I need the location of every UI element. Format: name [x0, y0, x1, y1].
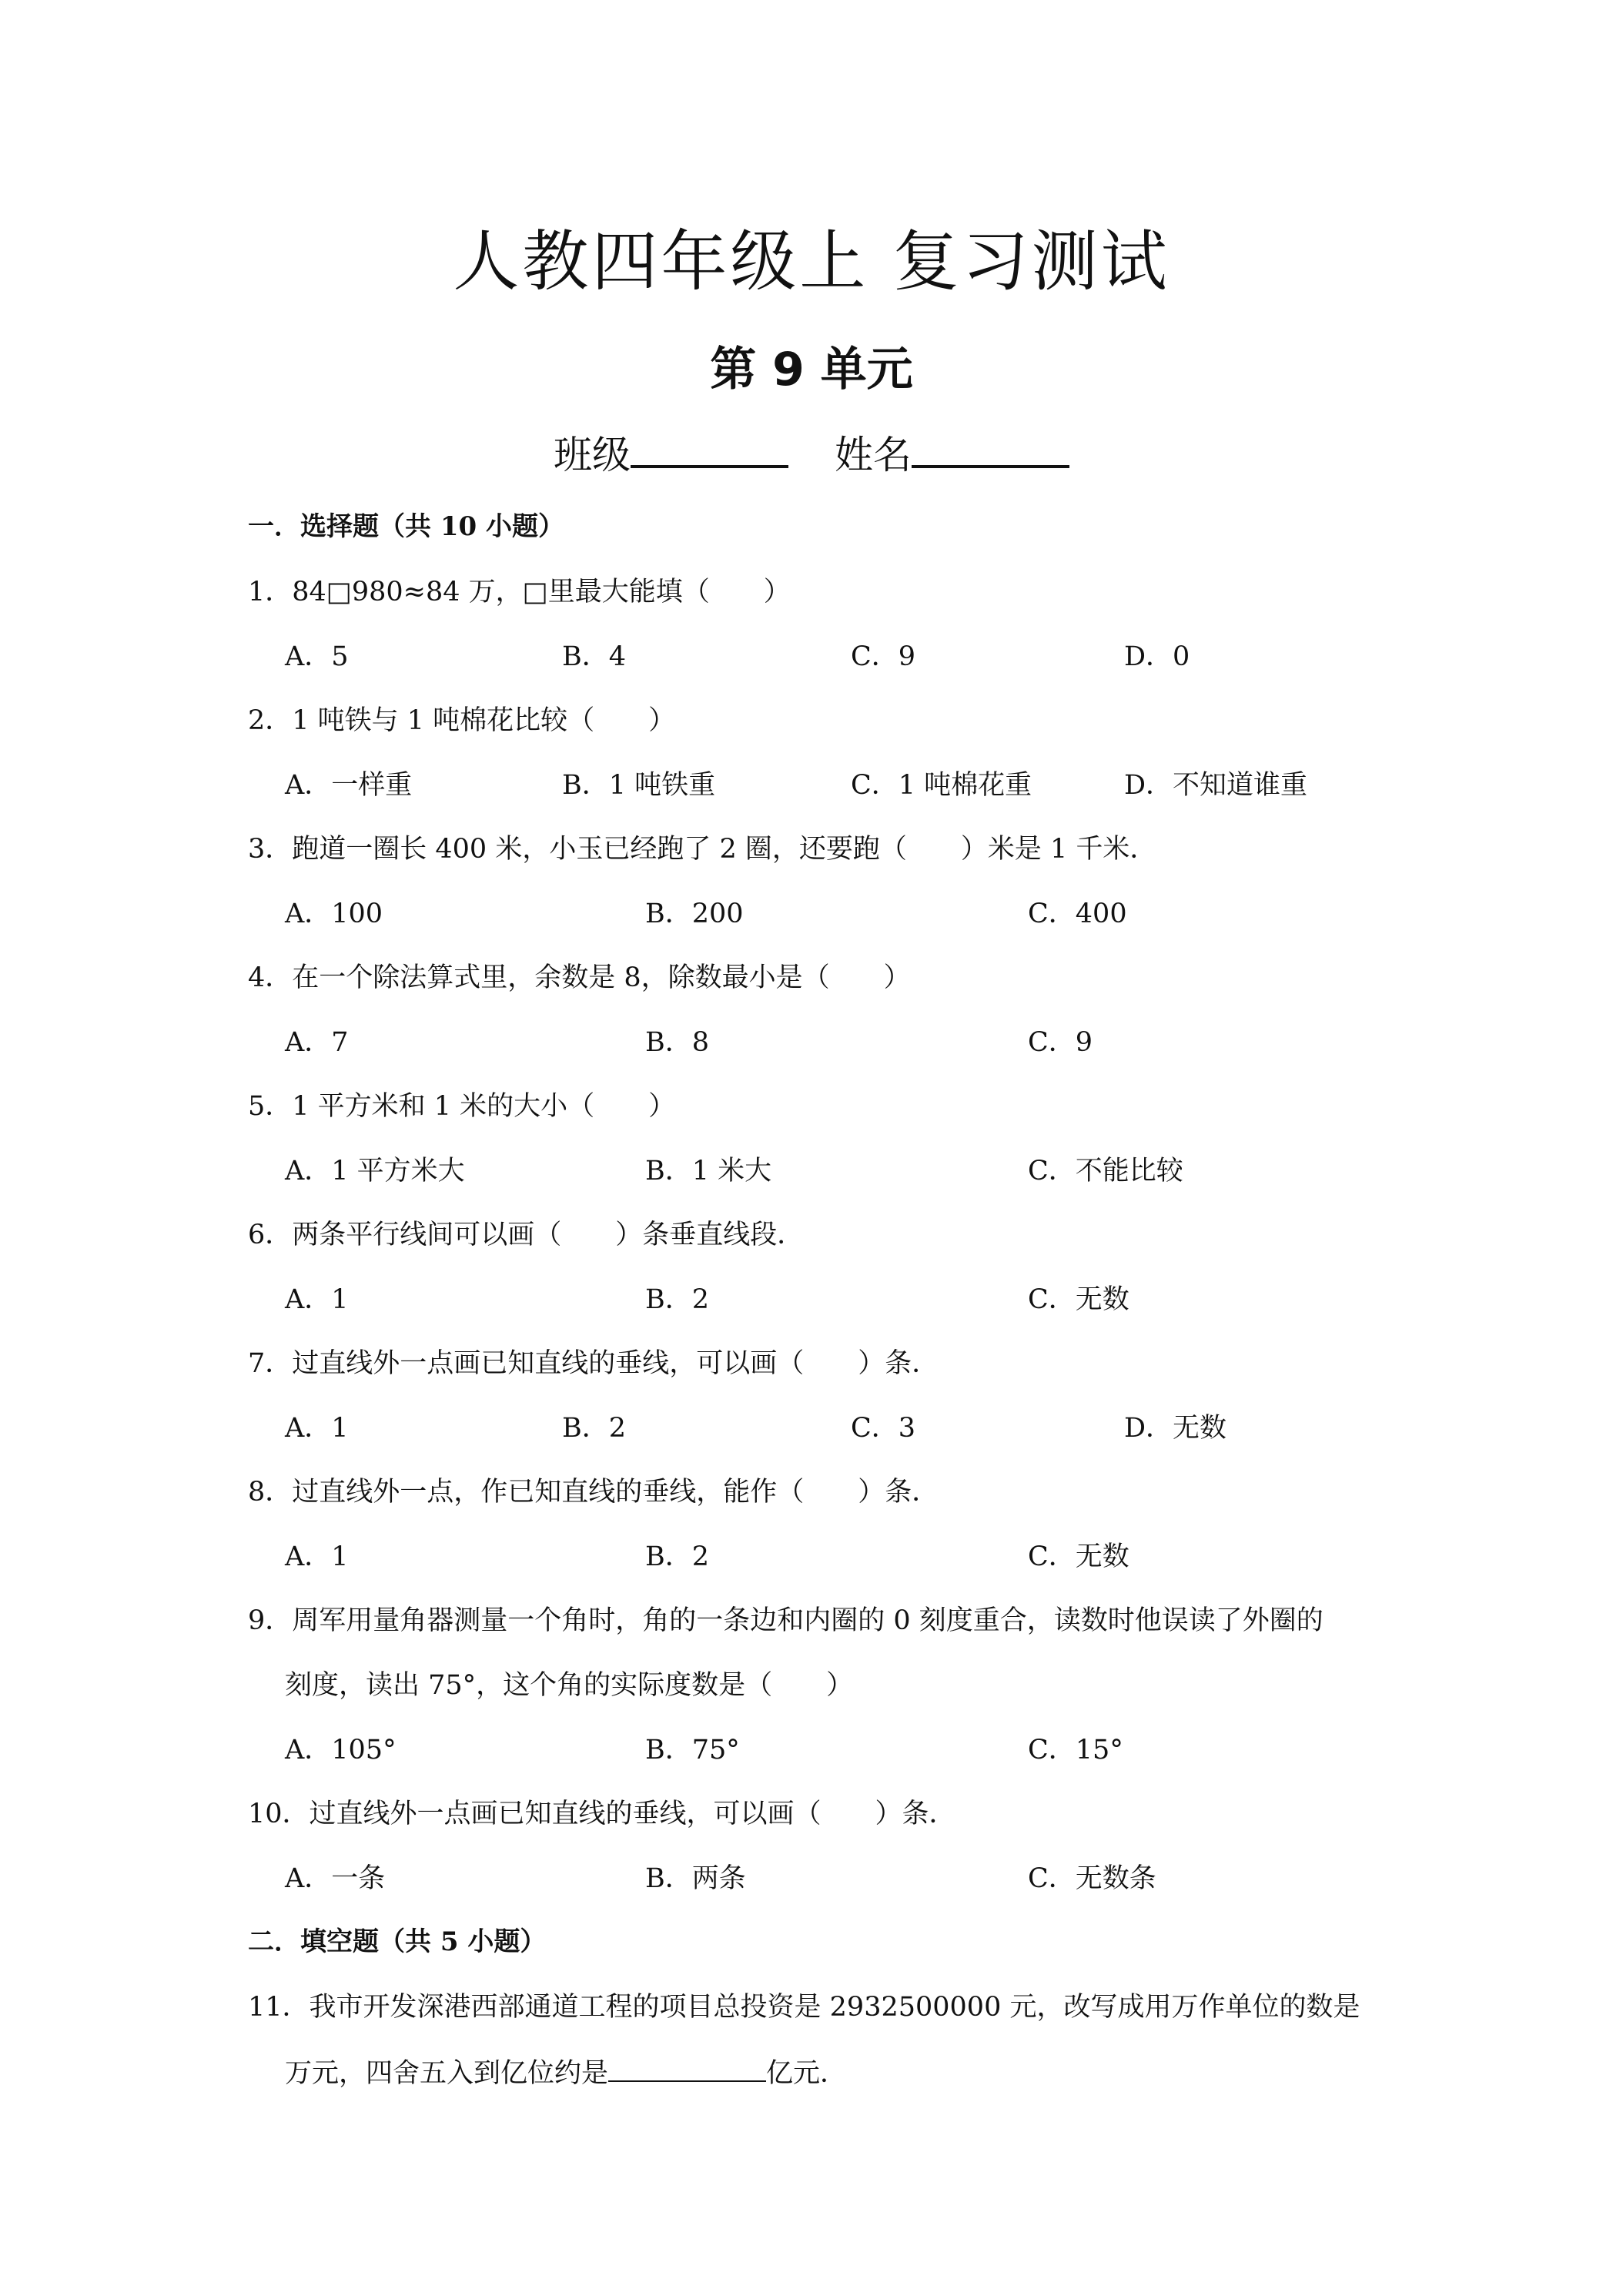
q3-option-b[interactable]: B．200 [645, 899, 744, 929]
question-1: 1．84□980≈84 万，□里最大能填（ ） [248, 577, 791, 607]
q10-option-c[interactable]: C．无数条 [1028, 1863, 1156, 1894]
q7-option-d[interactable]: D．无数 [1124, 1413, 1227, 1444]
q2-option-a[interactable]: A．一样重 [285, 770, 413, 801]
q8-option-a[interactable]: A．1 [285, 1541, 349, 1572]
q6-option-c[interactable]: C．无数 [1028, 1284, 1129, 1315]
q7-option-c[interactable]: C．3 [851, 1413, 916, 1444]
q2-option-b[interactable]: B．1 吨铁重 [562, 770, 716, 801]
q6-option-a[interactable]: A．1 [285, 1284, 349, 1315]
student-info-line [0, 425, 1623, 482]
class-label: 班级 [554, 433, 631, 477]
q1-option-a[interactable]: A．5 [285, 641, 349, 672]
q1-option-c[interactable]: C．9 [851, 641, 916, 672]
q2-option-c[interactable]: C．1 吨棉花重 [851, 770, 1032, 801]
question-11: 11．我市开发深港西部通道工程的项目总投资是 2932500000 元，改写成用万作单位的数是 [248, 1992, 1360, 2023]
q3-option-a[interactable]: A．100 [285, 899, 383, 929]
q9-option-b[interactable]: B．75° [645, 1735, 740, 1766]
section-heading-choice: 一．选择题（共 10 小题） [248, 511, 564, 542]
q6-option-b[interactable]: B．2 [645, 1284, 709, 1315]
question-8: 8．过直线外一点，作已知直线的垂线，能作（ ）条． [248, 1477, 939, 1508]
section-heading-fill: 二．填空题（共 5 小题） [248, 1926, 547, 1957]
q4-option-c[interactable]: C．9 [1028, 1027, 1093, 1058]
question-3: 3．跑道一圈长 400 米，小玉已经跑了 2 圈，还要跑（ ）米是 1 千米． [248, 834, 1157, 865]
q10-option-a[interactable]: A．一条 [285, 1863, 386, 1894]
q10-option-b[interactable]: B．两条 [645, 1863, 746, 1894]
unit-subtitle: 第 9 单元 [710, 343, 913, 397]
q3-option-c[interactable]: C．400 [1028, 899, 1127, 929]
question-9: 9．周军用量角器测量一个角时，角的一条边和内圈的 0 刻度重合，读数时他误读了外圈的 [248, 1605, 1323, 1636]
q2-option-d[interactable]: D．不知道谁重 [1124, 770, 1308, 801]
question-6: 6．两条平行线间可以画（ ）条垂直线段． [248, 1220, 805, 1250]
name-blank[interactable] [912, 425, 1069, 468]
q5-option-b[interactable]: B．1 米大 [645, 1156, 772, 1186]
q7-option-b[interactable]: B．2 [562, 1413, 626, 1444]
question-7: 7．过直线外一点画已知直线的垂线，可以画（ ）条． [248, 1348, 939, 1379]
q9-option-c[interactable]: C．15° [1028, 1735, 1123, 1766]
page-title: 人教四年级上 复习测试 [453, 223, 1170, 300]
question-4: 4．在一个除法算式里，余数是 8，除数最小是（ ） [248, 962, 911, 993]
question-5: 5．1 平方米和 1 米的大小（ ） [248, 1091, 676, 1122]
q4-option-b[interactable]: B．8 [645, 1027, 709, 1058]
q8-option-c[interactable]: C．无数 [1028, 1541, 1129, 1572]
question-9-cont: 刻度，读出 75°，这个角的实际度数是（ ） [285, 1670, 854, 1701]
q4-option-a[interactable]: A．7 [285, 1027, 349, 1058]
q1-option-b[interactable]: B．4 [562, 641, 626, 672]
q5-option-a[interactable]: A．1 平方米大 [285, 1156, 465, 1186]
name-label: 姓名 [835, 433, 912, 477]
q8-option-b[interactable]: B．2 [645, 1541, 709, 1572]
class-blank[interactable] [631, 425, 788, 468]
q7-option-a[interactable]: A．1 [285, 1413, 349, 1444]
question-2: 2．1 吨铁与 1 吨棉花比较（ ） [248, 705, 676, 736]
question-10: 10．过直线外一点画已知直线的垂线，可以画（ ）条． [248, 1799, 956, 1829]
q5-option-c[interactable]: C．不能比较 [1028, 1156, 1183, 1186]
q11-answer-blank[interactable] [608, 2054, 766, 2082]
q11-text-a: 万元，四舍五入到亿位约是 [285, 2058, 609, 2089]
q1-option-d[interactable]: D．0 [1124, 641, 1190, 672]
q9-option-a[interactable]: A．105° [285, 1735, 397, 1766]
question-11-cont [285, 2054, 847, 2091]
q11-text-b: 亿元． [766, 2058, 848, 2089]
